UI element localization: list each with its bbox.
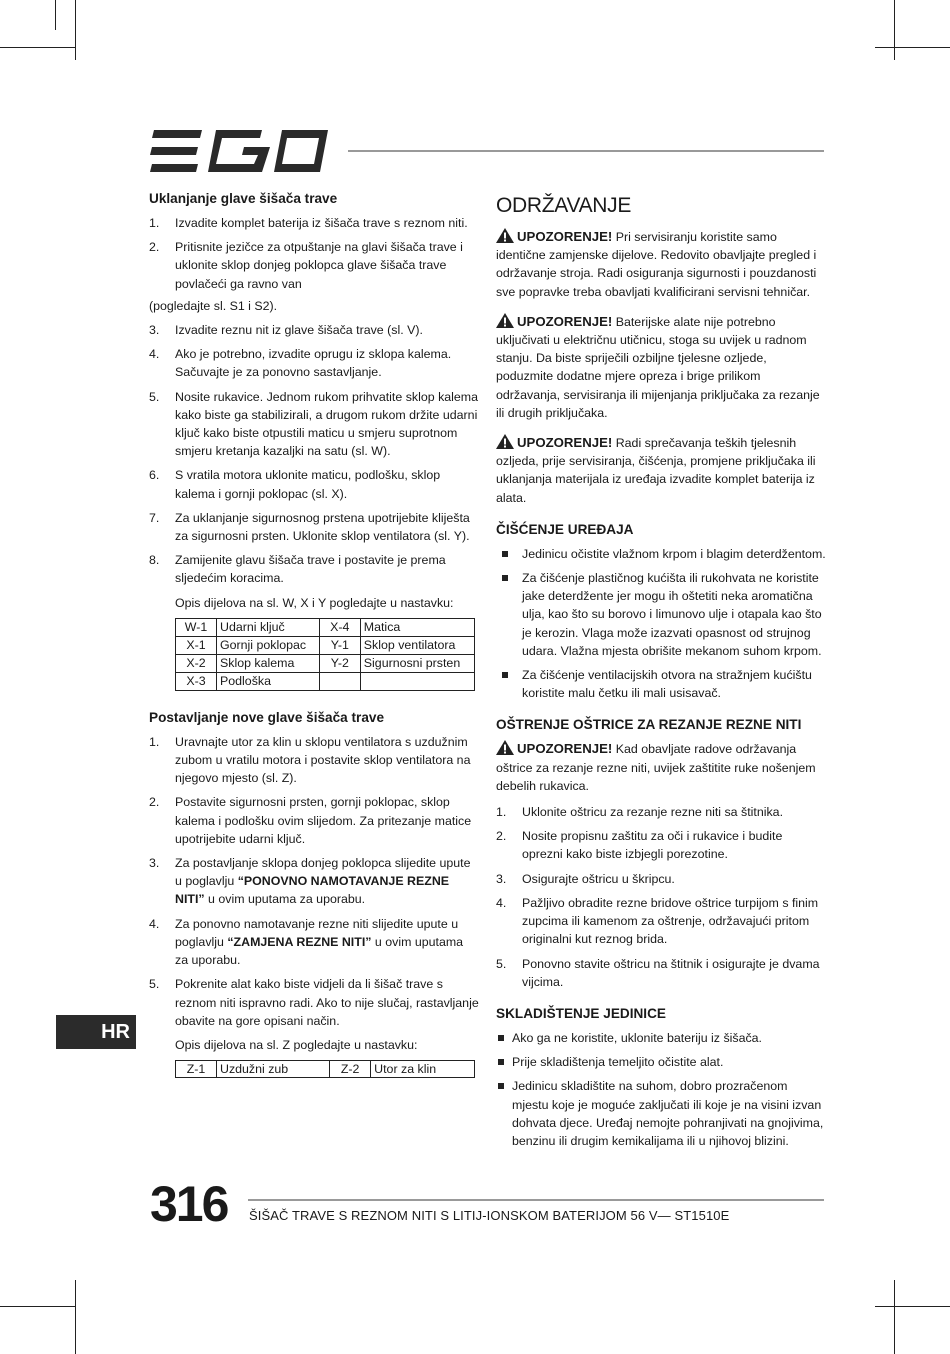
- crop-mark: [75, 1280, 76, 1354]
- table-row: X-3 Podloška: [176, 672, 475, 690]
- removal-steps: [149, 214, 479, 293]
- crop-mark: [0, 1306, 75, 1307]
- maintenance-title: ODRŽAVANJE: [496, 194, 632, 217]
- warning-icon: [496, 313, 514, 328]
- table-row: Z-1 Uzdužni zub Z-2 Utor za klin: [176, 1061, 475, 1078]
- warning-icon: [496, 228, 514, 243]
- installation-steps: [149, 733, 479, 1030]
- footer-rule: [248, 1199, 824, 1201]
- list-item: 5. Ponovno stavite oštricu na štitnik i osigurajte je dvama vijcima.: [496, 956, 820, 989]
- storage-list: [496, 1029, 826, 1150]
- crop-mark: [55, 0, 56, 30]
- ego-logo: [150, 130, 332, 172]
- left-column: [149, 190, 479, 1078]
- crop-mark: [894, 0, 895, 60]
- list-item: 2. Postavite sigurnosni prsten, gornji poklopac, sklop kalema i podlošku ovim slijedom. Za pritezanje matice upotrijebite udarni ključ.: [149, 795, 472, 846]
- warning-icon: [496, 740, 514, 755]
- parts-intro: Opis dijelova na sl. Z pogledajte u nastavku:: [175, 1037, 418, 1052]
- list-item: 3. Za postavljanje sklopa donjeg poklopca slijedite upute u poglavlju “PONOVNO NAMOTAVANJE REZNE NITI” u ovim uputama za uporabu.: [149, 856, 471, 907]
- list-item: Ako ga ne koristite, uklonite bateriju iz šišača.: [496, 1029, 826, 1047]
- list-item: 5. Nosite rukavice. Jednom rukom prihvatite sklop kalema kako biste ga stabilizirali, a drugom rukom držite udarni ključ kako biste otpustili maticu u smjeru suprotnom smjeru kretanja kazaljki na satu (sl. W).: [149, 389, 479, 459]
- list-item: 4. Pažljivo obradite rezne bridove oštrice turpijom s finim zupcima ili kamenom za oštrenje, održavajući pritom originalni kut reznog brida.: [496, 895, 819, 947]
- list-item: Jedinicu skladištite na suhom, dobro prozračenom mjestu koje je moguće zaključati ili koje je na visini izvan dohvata djece. Uređaj nemojte pohranjivati na gnojivima, benzinu ili drugim kemikalijama ili u njihovoj blizini.: [496, 1077, 826, 1150]
- list-item: 2. Pritisnite jezičce za otpuštanje na glavi šišača trave i uklonite sklop donjeg poklopca glave šišača trave povlačeći ga ravno van: [149, 240, 463, 291]
- table-row: X-1 Gornji poklopac Y-1 Sklop ventilatora: [176, 636, 475, 654]
- section-title-cleaning: ČIŠĆENJE UREĐAJA: [496, 521, 634, 537]
- crop-mark: [875, 1306, 950, 1307]
- list-item: 8. Zamijenite glavu šišača trave i postavite je prema sljedećim koracima.: [149, 553, 446, 586]
- parts-table-wxy: [175, 618, 475, 691]
- list-item: 6. S vratila motora uklonite maticu, podlošku, sklop kalema i gornji poklopac (sl. X).: [149, 468, 441, 501]
- list-item: 2. Nosite propisnu zaštitu za oči i rukavice i budite oprezni kako biste izbjegli porezotine.: [496, 829, 783, 862]
- list-item: Za čišćenje plastičnog kućišta ili rukohvata ne koristite jake deterdžente jer mogu ih oštetiti neka aromatična ulja, kao što su borovo i limunovo ulje i otapala kao što je kerozin. Vlaga može izazvati opasnost od strujnog udara. Vlažna mjesta obrišite mekanom suhom krpom.: [496, 569, 826, 660]
- list-item: 5. Pokrenite alat kako biste vidjeli da li šišač trave s reznom niti ispravno radi. Ako to nije slučaj, rastavljanje obavite na gore opisani način.: [149, 977, 479, 1028]
- page-number: 316: [150, 1176, 228, 1232]
- sharpening-steps: [496, 803, 826, 991]
- warning-block: UPOZORENJE! Radi sprečavanja teških tjelesnih ozljeda, prije servisiranja, čišćenja, promjene priključaka ili uklanjanja materijala iz uređaja izvadite komplet baterija iz alata.: [496, 435, 816, 505]
- warning-block: UPOZORENJE! Baterijske alate nije potrebno uključivati u električnu utičnicu, stoga su uvijek u radnom stanju. Da biste spriječili ozbiljne tjelesne ozljede, poduzmite dodatne mjere opreza i brige prilikom održavanja, servisiranja ili mijenjanja priključaka za rezanje ili drugih priključaka.: [496, 313, 820, 420]
- section-title-storage: SKLADIŠTENJE JEDINICE: [496, 1005, 666, 1021]
- removal-steps-cont: [149, 321, 479, 588]
- table-row: X-2 Sklop kalema Y-2 Sigurnosni prsten: [176, 654, 475, 672]
- warning-block: UPOZORENJE! Kad obavljate radove održavanja oštrice za rezanje rezne niti, uvijek zaštitite ruke nošenjem debelih rukavica.: [496, 741, 816, 793]
- header-rule: [348, 150, 824, 152]
- list-item: 1. Uravnajte utor za klin u sklopu ventilatora s uzdužnim zubom u vratilu motora i postavite sklop ventilatora na njegovo mjesto (sl. Z).: [149, 734, 471, 786]
- crop-mark: [75, 0, 76, 60]
- crop-mark: [894, 1280, 895, 1354]
- figure-reference: (pogledajte sl. S1 i S2).: [149, 298, 278, 313]
- list-item: 1. Uklonite oštricu za rezanje rezne niti sa štitnika.: [496, 805, 784, 820]
- footer-title: ŠIŠAČ TRAVE S REZNOM NITI S LITIJ-IONSKOM BATERIJOM 56 V— ST1510E: [249, 1208, 730, 1223]
- right-column: [496, 190, 826, 1156]
- list-item: Za čišćenje ventilacijskih otvora na stražnjem kućištu koristite malu četku ili mali usisavač.: [496, 666, 826, 702]
- list-item: 4. Za ponovno namotavanje rezne niti slijedite upute u poglavlju “ZAMJENA REZNE NITI” u ovim uputama za uporabu.: [149, 916, 464, 968]
- parts-intro: Opis dijelova na sl. W, X i Y pogledajte u nastavku:: [175, 595, 454, 610]
- section-title-installation: Postavljanje nove glave šišača trave: [149, 709, 385, 725]
- section-title-removal: Uklanjanje glave šišača trave: [149, 191, 338, 206]
- parts-table-z: [175, 1060, 475, 1078]
- warning-icon: [496, 434, 514, 449]
- list-item: Prije skladištenja temeljito očistite alat.: [496, 1053, 826, 1071]
- table-row: W-1 Udarni ključ X-4 Matica: [176, 618, 475, 636]
- language-tab: HR: [56, 1015, 136, 1049]
- list-item: Jedinicu očistite vlažnom krpom i blagim deterdžentom.: [496, 545, 826, 563]
- crop-mark: [0, 47, 75, 48]
- list-item: 1. Izvadite komplet baterija iz šišača trave s reznom niti.: [149, 216, 468, 230]
- list-item: 3. Osigurajte oštricu u škripcu.: [496, 871, 675, 886]
- list-item: 3. Izvadite reznu nit iz glave šišača trave (sl. V).: [149, 323, 423, 338]
- section-title-sharpening: OŠTRENJE OŠTRICE ZA REZANJE REZNE NITI: [496, 717, 802, 733]
- crop-mark: [875, 47, 950, 48]
- list-item: 7. Za uklanjanje sigurnosnog prstena upotrijebite kliješta za sigurnosni prsten. Uklonite sklop ventilatora (sl. Y).: [149, 510, 470, 544]
- warning-block: UPOZORENJE! Pri servisiranju koristite samo identične zamjenske dijelove. Redovito obavljajte pregled i održavanje stroja. Radi osiguranja sigurnosti i pouzdanosti sve popravke treba obavljati kvalificirani servisni tehničar.: [496, 229, 817, 299]
- cleaning-list: [496, 545, 826, 703]
- list-item: 4. Ako je potrebno, izvadite oprugu iz sklopa kalema. Sačuvajte je za ponovno sastavljanje.: [149, 347, 452, 380]
